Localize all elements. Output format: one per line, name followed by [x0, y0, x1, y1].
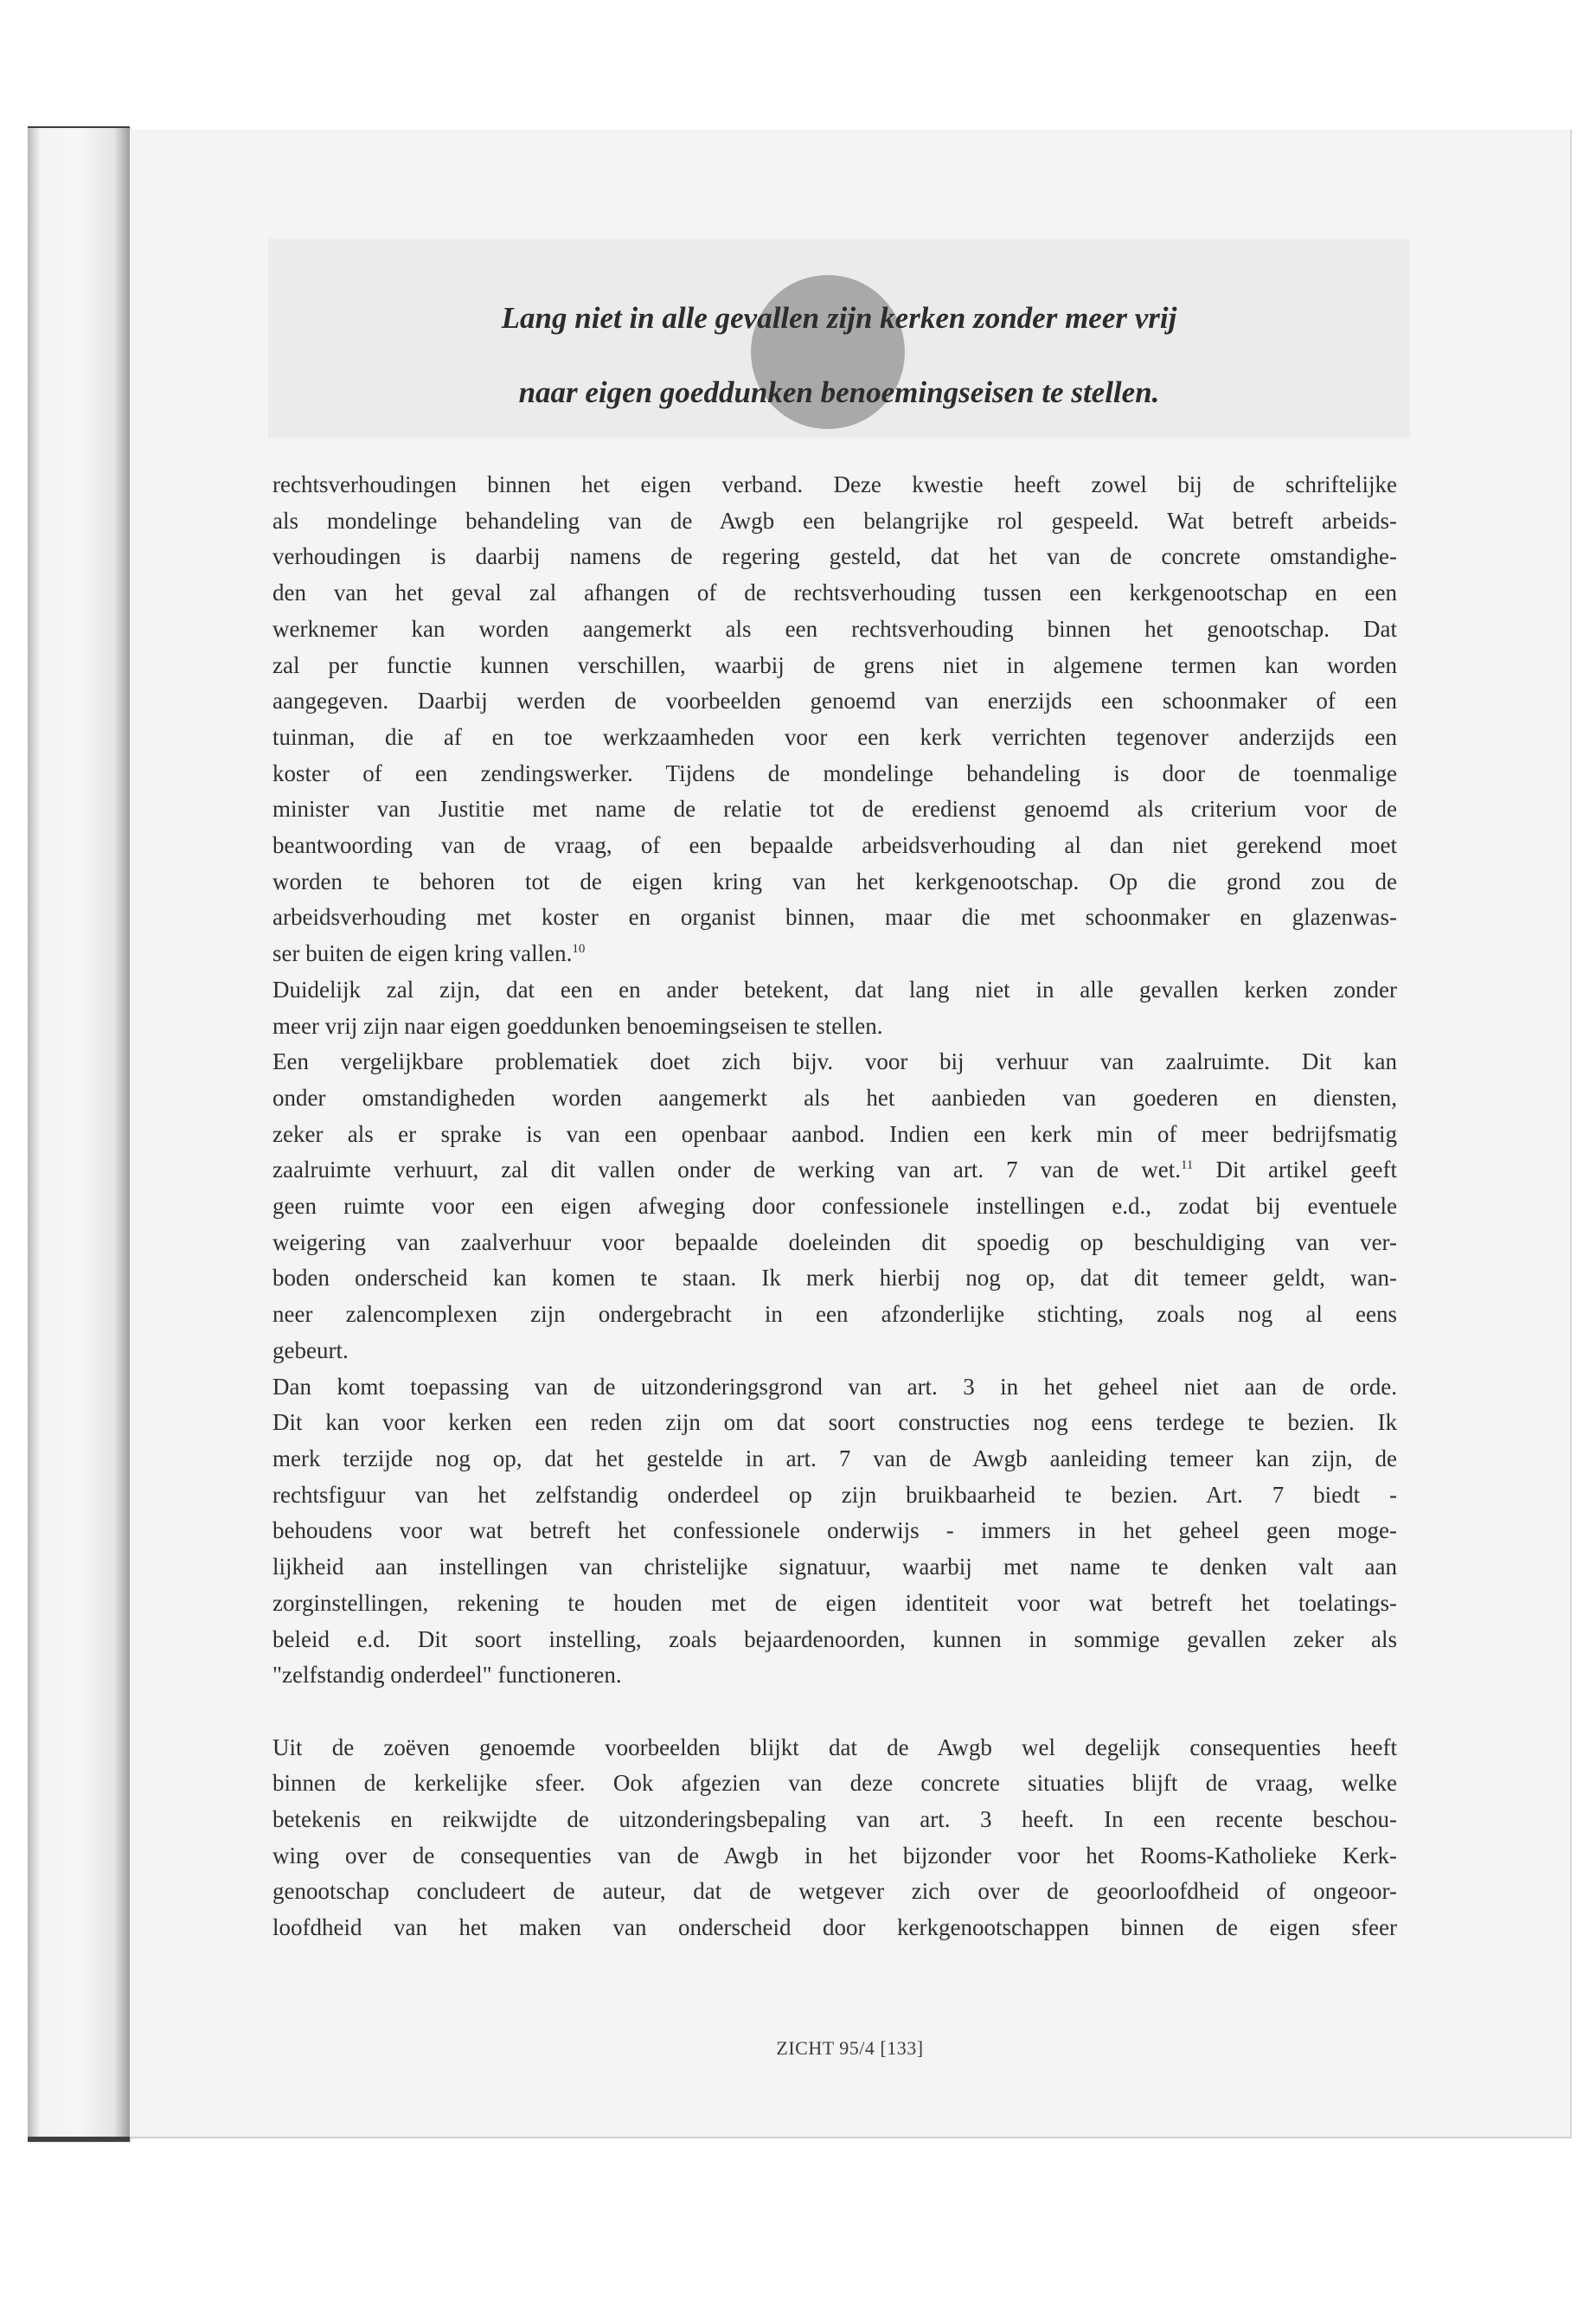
text-line-continuation: Dit artikel geeft: [1193, 1157, 1397, 1183]
text-line: [272, 972, 1397, 1009]
text-line: [272, 1622, 1397, 1658]
text-line-content: arbeidsverhouding met koster en organist binnen, maar die met schoonmaker en glazenwas-: [272, 904, 1397, 931]
text-line-content: onder omstandigheden worden aangemerkt als het aanbieden van goederen en diensten,: [272, 1084, 1397, 1111]
text-line-content: zeker als er sprake is van een openbaar aanbod. Indien een kerk min of meer bedrijfsmatig: [272, 1120, 1397, 1147]
text-line-content: Uit de zoëven genoemde voorbeelden blijkt dat de Awgb wel degelijk consequenties heeft: [272, 1734, 1397, 1760]
text-line-content: Een vergelijkbare problematiek doet zich bijv. voor bij verhuur van zaalruimte. Dit kan: [272, 1048, 1397, 1075]
footnote-marker: 11: [1180, 1158, 1194, 1173]
pull-quote-line-1: Lang niet in alle gevallen zijn kerken zonder meer vrij: [501, 301, 1177, 335]
text-line-content: rechtsfiguur van het zelfstandig onderdeel op zijn bruikbaarheid te bezien. Art. 7 biedt -: [272, 1481, 1397, 1508]
paragraph-break: [272, 1694, 1397, 1730]
book-binding: [28, 128, 130, 2142]
text-line-content: koster of een zendingswerker. Tijdens de mondelinge behandeling is door de toenmalige: [272, 760, 1397, 786]
text-line-content: als mondelinge behandeling van de Awgb een belangrijke rol gespeeld. Wat betreft arbeids-: [272, 507, 1397, 534]
text-line-content: binnen de kerkelijke sfeer. Ook afgezien van deze concrete situaties blijft de vraag, welke: [272, 1770, 1397, 1797]
text-line: [272, 828, 1397, 864]
text-line: [272, 720, 1397, 756]
text-line-content: lijkheid aan instellingen van christelijke signatuur, waarbij met name te denken valt aan: [272, 1554, 1397, 1580]
text-line: [272, 1225, 1397, 1261]
text-line: [272, 1405, 1397, 1441]
text-line-content: behoudens voor wat betreft het confessionele onderwijs - immers in het geheel geen moge-: [272, 1517, 1397, 1544]
text-line: [272, 1080, 1397, 1117]
text-line: [272, 648, 1397, 684]
text-line-content: verhoudingen is daarbij namens de regering gesteld, dat het van de concrete omstandighe-: [272, 543, 1397, 570]
text-line-content: minister van Justitie met name de relatie tot de eredienst genoemd als criterium voor de: [272, 796, 1397, 823]
text-line: [272, 792, 1397, 828]
text-line-content: wing over de consequenties van de Awgb in het bijzonder voor het Rooms-Katholieke Kerk-: [272, 1842, 1397, 1868]
text-line-content: tuinman, die af en toe werkzaamheden voor een kerk verrichten tegenover anderzijds een: [272, 723, 1397, 750]
text-line: [272, 1152, 1397, 1189]
text-line: [272, 1910, 1397, 1946]
text-line: [272, 467, 1397, 503]
text-line-content: aangegeven. Daarbij werden de voorbeelden genoemd van enerzijds een schoonmaker of een: [272, 688, 1397, 715]
text-line-content: geen ruimte voor een eigen afweging door confessionele instellingen e.d., zodat bij eventuele: [272, 1193, 1397, 1220]
text-line-content: loofdheid van het maken van onderscheid door kerkgenootschappen binnen de eigen sfeer: [272, 1914, 1397, 1941]
text-line: [272, 936, 1397, 972]
text-line-content: neer zalencomplexen zijn ondergebracht in een afzonderlijke stichting, zoals nog al eens: [272, 1301, 1397, 1328]
binding-bottom-edge: [28, 2137, 130, 2142]
text-line-content: zaalruimte verhuurt, zal dit vallen onder de werking van art. 7 van de wet.: [272, 1157, 1181, 1183]
text-line-content: zorginstellingen, rekening te houden met de eigen identiteit voor wat betreft het toelatings-: [272, 1589, 1397, 1616]
text-line: [272, 1477, 1397, 1514]
text-line: [272, 539, 1397, 575]
text-line: [272, 612, 1397, 648]
text-line-content: meer vrij zijn naar eigen goeddunken benoemingseisen te stellen.: [272, 1012, 883, 1039]
text-line: [272, 1874, 1397, 1910]
text-line-content: Dit kan voor kerken een reden zijn om dat soort constructies nog eens terdege te bezien. Ik: [272, 1409, 1397, 1436]
text-line-content: "zelfstandig onderdeel" functioneren.: [272, 1662, 622, 1689]
text-line: [272, 864, 1397, 901]
pull-quote-line-2: naar eigen goeddunken benoemingseisen te stellen.: [518, 375, 1160, 409]
text-line-content: Dan komt toepassing van de uitzonderingsgrond van art. 3 in het geheel niet aan de orde.: [272, 1373, 1397, 1400]
text-line: [272, 1369, 1397, 1406]
text-line: [272, 1189, 1397, 1225]
text-line: [272, 1333, 1397, 1369]
text-line: [272, 503, 1397, 540]
text-line: [272, 1586, 1397, 1622]
text-line: [272, 575, 1397, 612]
text-line-content: worden te behoren tot de eigen kring van het kerkgenootschap. Op die grond zou de: [272, 868, 1397, 894]
text-line-content: beantwoording van de vraag, of een bepaalde arbeidsverhouding al dan niet gerekend moet: [272, 832, 1397, 859]
text-line: [272, 1441, 1397, 1477]
text-line-content: ser buiten de eigen kring vallen.: [272, 940, 573, 967]
text-line-content: merk terzijde nog op, dat het gestelde in art. 7 van de Awgb aanleiding temeer kan zijn, de: [272, 1445, 1397, 1471]
text-line: [272, 1549, 1397, 1586]
text-line: [272, 683, 1397, 720]
text-line-content: Duidelijk zal zijn, dat een en ander betekent, dat lang niet in alle gevallen kerken zonder: [272, 976, 1397, 1003]
text-line: [272, 1657, 1397, 1694]
text-line: [272, 1513, 1397, 1549]
text-line: [272, 1117, 1397, 1153]
text-line-content: beleid e.d. Dit soort instelling, zoals bejaardenoorden, kunnen in sommige gevallen zeker als: [272, 1625, 1397, 1652]
footnote-marker: 10: [572, 942, 586, 957]
text-line-content: werknemer kan worden aangemerkt als een rechtsverhouding binnen het genootschap. Dat: [272, 615, 1397, 642]
text-line: [272, 1766, 1397, 1802]
article-body: [272, 467, 1397, 1946]
text-line-content: betekenis en reikwijdte de uitzonderingsbepaling van art. 3 heeft. In een recente beschou-: [272, 1806, 1397, 1832]
text-line: [272, 1009, 1397, 1045]
text-line: [272, 1802, 1397, 1838]
text-line: [272, 756, 1397, 792]
pull-quote: [268, 281, 1410, 430]
text-line-content: boden onderscheid kan komen te staan. Ik merk hierbij nog op, dat dit temeer geldt, wan-: [272, 1265, 1397, 1292]
text-line: [272, 1044, 1397, 1080]
text-line: [272, 1838, 1397, 1875]
text-line-content: den van het geval zal afhangen of de rechtsverhouding tussen een kerkgenootschap en een: [272, 580, 1397, 606]
text-line-content: weigering van zaalverhuur voor bepaalde doeleinden dit spoedig op beschuldiging van ver-: [272, 1228, 1397, 1255]
text-line-content: gebeurt.: [272, 1336, 349, 1363]
text-line-content: zal per functie kunnen verschillen, waarbij de grens niet in algemene termen kan worden: [272, 651, 1397, 678]
book-page: [130, 130, 1572, 2138]
text-line: [272, 900, 1397, 936]
text-line-content: rechtsverhoudingen binnen het eigen verband. Deze kwestie heeft zowel bij de schriftelijke: [272, 471, 1397, 497]
text-line: [272, 1297, 1397, 1333]
text-line: [272, 1260, 1397, 1297]
text-line: [272, 1730, 1397, 1766]
text-line-content: genootschap concludeert de auteur, dat de wetgever zich over de geoorloofdheid of ongeoor-: [272, 1878, 1397, 1905]
page-footer: ZICHT 95/4 [133]: [776, 2037, 924, 2059]
